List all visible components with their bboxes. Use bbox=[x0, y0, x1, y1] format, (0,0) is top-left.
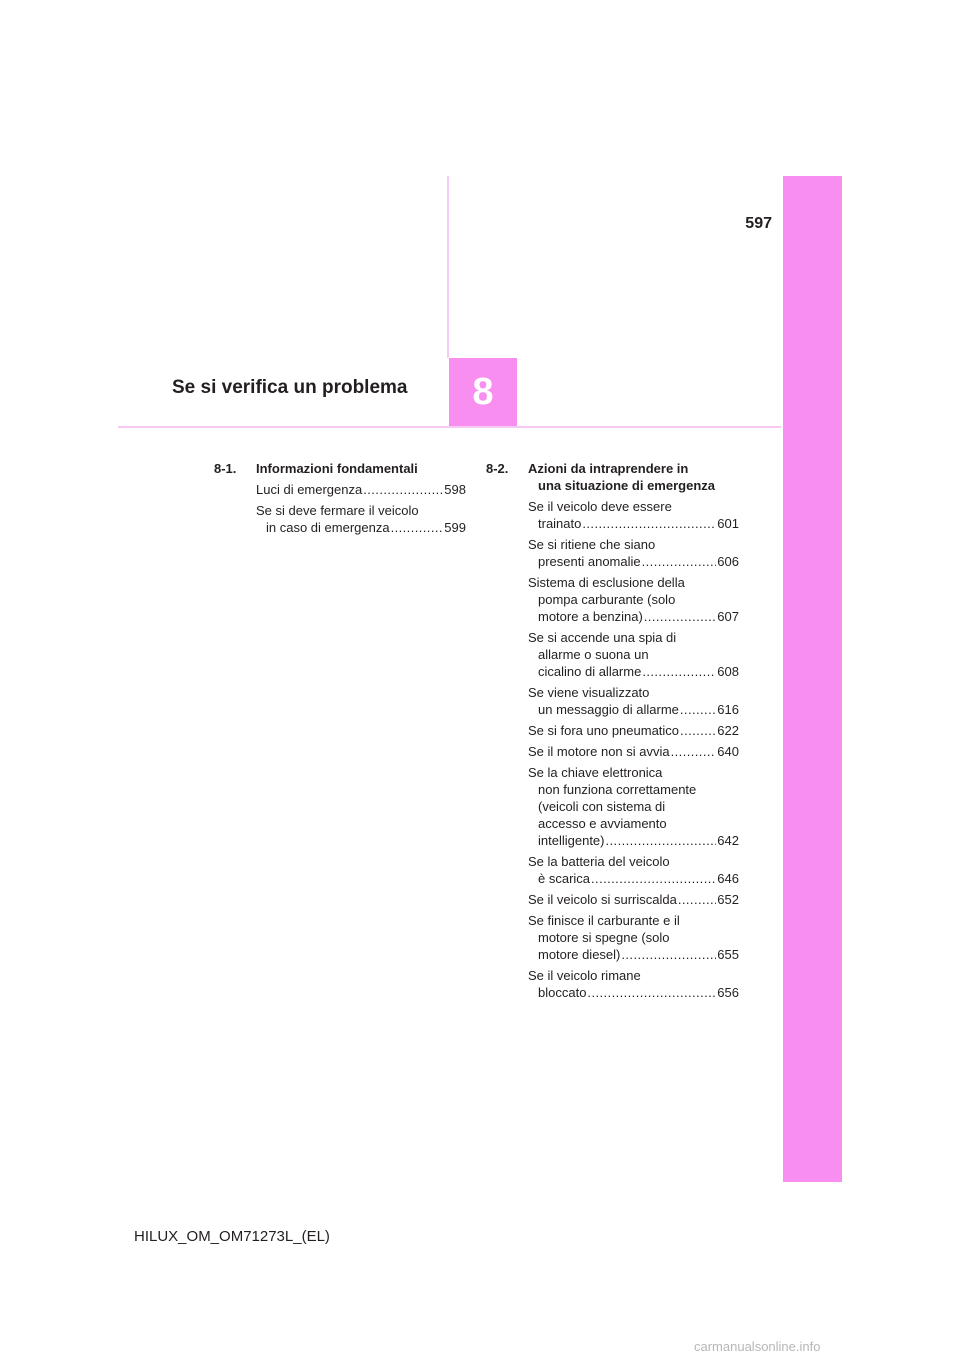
toc-page-number: 655 bbox=[717, 947, 739, 962]
toc-page-number: 652 bbox=[717, 892, 739, 907]
toc-entry[interactable] bbox=[528, 684, 739, 718]
toc-entry[interactable] bbox=[528, 722, 739, 739]
toc-entry-last-line bbox=[528, 870, 739, 887]
toc-entry-last-line bbox=[528, 946, 739, 963]
dot-leader bbox=[671, 743, 717, 760]
chapter-number-box: 8 bbox=[449, 358, 517, 426]
document-footer: HILUX_OM_OM71273L_(EL) bbox=[134, 1228, 330, 1245]
section-number: 8-2. bbox=[486, 461, 509, 476]
toc-page-number: 598 bbox=[444, 482, 466, 497]
toc-entry-line: Se la chiave elettronica bbox=[528, 765, 663, 780]
toc-entry-line: Sistema di esclusione della bbox=[528, 575, 685, 590]
toc-entry-line: Se la batteria del veicolo bbox=[528, 854, 670, 869]
toc-page-number: 646 bbox=[717, 871, 739, 886]
toc-entry-text: motore diesel) bbox=[538, 947, 621, 962]
toc-entry[interactable] bbox=[528, 891, 739, 908]
section-title-line: una situazione di emergenza bbox=[538, 478, 715, 493]
toc-entry-text: cicalino di allarme bbox=[538, 664, 642, 679]
vertical-rule bbox=[447, 176, 449, 358]
dot-leader bbox=[587, 984, 716, 1001]
dot-leader bbox=[678, 891, 716, 908]
toc-entry[interactable] bbox=[528, 743, 739, 760]
toc-entry[interactable] bbox=[528, 574, 739, 625]
dot-leader bbox=[642, 663, 716, 680]
toc-entry-last-line bbox=[528, 663, 739, 680]
section-title-line: Informazioni fondamentali bbox=[256, 461, 418, 476]
toc-entry-last-line bbox=[528, 608, 739, 625]
section-heading bbox=[214, 460, 466, 477]
dot-leader bbox=[591, 870, 716, 887]
toc-entry[interactable] bbox=[528, 967, 739, 1001]
toc-entry-line: Se viene visualizzato bbox=[528, 685, 650, 700]
toc-entry-line: accesso e avviamento bbox=[538, 816, 667, 831]
toc-page-number: 608 bbox=[717, 664, 739, 679]
toc-page-number: 656 bbox=[717, 985, 739, 1000]
toc-entry-last-line bbox=[528, 984, 739, 1001]
toc-entry-line: allarme o suona un bbox=[538, 647, 649, 662]
toc-page-number: 642 bbox=[717, 833, 739, 848]
toc-entry-last-line bbox=[256, 519, 466, 536]
dot-leader bbox=[582, 515, 716, 532]
toc-entry-line: Se il veicolo deve essere bbox=[528, 499, 672, 514]
toc-entry-last-line bbox=[528, 722, 739, 739]
toc-entry-line: Se il veicolo rimane bbox=[528, 968, 641, 983]
toc-entry[interactable] bbox=[528, 853, 739, 887]
dot-leader bbox=[644, 608, 717, 625]
section-title bbox=[528, 460, 739, 494]
section-number: 8-1. bbox=[214, 461, 237, 476]
toc-entry-text: presenti anomalie bbox=[538, 554, 641, 569]
section-heading bbox=[486, 460, 739, 494]
toc-entry-text: un messaggio di allarme bbox=[538, 702, 679, 717]
toc-entry-last-line bbox=[528, 515, 739, 532]
toc-entry-text: trainato bbox=[538, 516, 582, 531]
toc-entry[interactable] bbox=[528, 536, 739, 570]
toc-page-number: 616 bbox=[717, 702, 739, 717]
dot-leader bbox=[363, 481, 443, 498]
toc-entry[interactable] bbox=[528, 912, 739, 963]
toc-entry-last-line bbox=[528, 832, 739, 849]
toc-entry-line: motore si spegne (solo bbox=[538, 930, 670, 945]
toc-entry[interactable] bbox=[528, 764, 739, 849]
toc-entry-text: Se il veicolo si surriscalda bbox=[528, 892, 677, 907]
toc-entry-line: Se si deve fermare il veicolo bbox=[256, 503, 419, 518]
dot-leader bbox=[680, 701, 716, 718]
chapter-title: Se si verifica un problema bbox=[172, 377, 408, 398]
toc-page-number: 622 bbox=[717, 723, 739, 738]
toc-entry[interactable] bbox=[528, 629, 739, 680]
dot-leader bbox=[680, 722, 716, 739]
dot-leader bbox=[606, 832, 717, 849]
toc-entry-line: (veicoli con sistema di bbox=[538, 799, 666, 814]
toc-page-number: 607 bbox=[717, 609, 739, 624]
toc-entry-last-line bbox=[256, 481, 466, 498]
toc-entry-text: è scarica bbox=[538, 871, 591, 886]
toc-entry-line: non funziona correttamente bbox=[538, 782, 697, 797]
toc-page-number: 601 bbox=[717, 516, 739, 531]
page-number: 597 bbox=[745, 215, 772, 232]
toc-entry[interactable] bbox=[528, 498, 739, 532]
toc-entry-line: pompa carburante (solo bbox=[538, 592, 676, 607]
toc-entry-text: bloccato bbox=[538, 985, 587, 1000]
toc-entry-text: intelligente) bbox=[538, 833, 605, 848]
toc-entry-last-line bbox=[528, 701, 739, 718]
toc-entry-last-line bbox=[528, 743, 739, 760]
toc-entry-line: Se finisce il carburante e il bbox=[528, 913, 680, 928]
dot-leader bbox=[391, 519, 444, 536]
watermark: carmanualsonline.info bbox=[694, 1339, 821, 1354]
section-title-line: Azioni da intraprendere in bbox=[528, 461, 689, 476]
toc-entry-text: Se si fora uno pneumatico bbox=[528, 723, 680, 738]
toc-entry-text: Luci di emergenza bbox=[256, 482, 363, 497]
toc-entry-line: Se si ritiene che siano bbox=[528, 537, 656, 552]
toc-entry[interactable] bbox=[256, 502, 466, 536]
section-title bbox=[256, 460, 466, 477]
toc-section-8-2 bbox=[486, 460, 739, 1005]
toc-entry-line: Se si accende una spia di bbox=[528, 630, 677, 645]
toc-entry-text: motore a benzina) bbox=[538, 609, 643, 624]
dot-leader bbox=[642, 553, 717, 570]
toc-page-number: 640 bbox=[717, 744, 739, 759]
toc-entry-text: Se il motore non si avvia bbox=[528, 744, 670, 759]
dot-leader bbox=[621, 946, 716, 963]
toc-page-number: 606 bbox=[717, 554, 739, 569]
toc-section-8-1 bbox=[214, 460, 466, 540]
toc-page-number: 599 bbox=[444, 520, 466, 535]
toc-entry-last-line bbox=[528, 891, 739, 908]
horizontal-rule bbox=[118, 426, 781, 428]
chapter-thumb-tab bbox=[783, 176, 842, 1182]
toc-entry[interactable] bbox=[256, 481, 466, 498]
toc-entry-text: in caso di emergenza bbox=[266, 520, 390, 535]
toc-entry-last-line bbox=[528, 553, 739, 570]
